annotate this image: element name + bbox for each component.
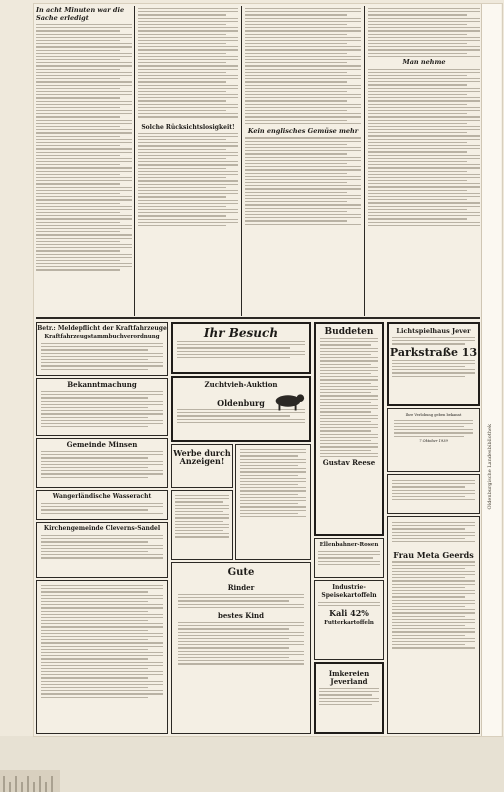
- library-stamp-margin: [481, 4, 501, 736]
- ad-lichtspielhaus: [387, 322, 480, 406]
- ad-imkereien: [314, 662, 384, 734]
- column-right: [368, 6, 480, 318]
- article-title-left: In acht Minuten war die Sache erledigt: [36, 6, 125, 22]
- column-rule: [364, 6, 365, 316]
- kind-title: bestes Kind: [217, 610, 265, 620]
- verlobung-date: 7 Oktober 1939: [419, 438, 448, 443]
- column-rule: [134, 6, 135, 316]
- library-stamp-text: Oldenburgische Landesbibliothek: [487, 424, 493, 510]
- werbe-title: Werbe durch Anzeigen!: [173, 448, 231, 466]
- rinder-title: Rinder: [227, 583, 255, 592]
- newspaper-page: [34, 4, 502, 736]
- ad-buddeten: [314, 322, 384, 536]
- column-mid-left: [138, 6, 238, 318]
- notice-kraftfahrzeuge: [36, 322, 168, 376]
- scan-background-strip: [0, 736, 504, 792]
- gute-title: Gute: [227, 567, 255, 578]
- oldenburg-title: Oldenburg: [217, 398, 265, 408]
- cattle-illustration: [269, 390, 307, 412]
- lichtspielhaus-title: Lichtspielhaus Jever: [396, 327, 471, 335]
- verlobung-header: Ihre Verlobung geben bekannt: [405, 413, 462, 417]
- notice-wasseracht: [36, 490, 168, 520]
- frau-title: Frau Meta Geerds: [393, 550, 474, 561]
- gustav-reese: Gustav Reese: [322, 458, 376, 468]
- kirchengemeinde-title: Kirchengemeinde Cleverns-Sandel: [43, 525, 161, 532]
- ad-meta-geerds: [387, 516, 480, 734]
- scale-ruler-icon: [0, 762, 60, 792]
- article-body-left: [36, 24, 132, 271]
- kali-label: Kali 42%: [329, 608, 369, 619]
- ad-werbe: [171, 444, 233, 488]
- ad-industrie: [314, 580, 384, 660]
- imker-title: Imkereien Jeverland: [328, 669, 370, 686]
- ad-small-notice: [387, 474, 480, 514]
- wasseracht-title: Wangerländische Wasseracht: [52, 493, 152, 500]
- section-divider: [36, 317, 480, 319]
- ad-gute-rinder: [171, 562, 311, 734]
- bekanntmachung-title: Bekanntmachung: [67, 380, 137, 389]
- ad-ellenbahner: [314, 538, 384, 578]
- ad-column-left-small: [171, 490, 233, 560]
- futterkartoffeln-title: Futterkartoffeln: [324, 620, 374, 627]
- article-title-center: Kein englisches Gemüse mehr: [247, 126, 359, 135]
- notice-subtitle: Kraftfahrzeugstammbuchverordnung: [44, 334, 160, 340]
- column-center: [245, 6, 361, 318]
- industrie-title: Industrie-Speisekartoffeln: [321, 584, 377, 599]
- notice-title: Betr.: Meldepflicht der Kraftfahrzeuge: [37, 325, 167, 332]
- ellenbahner-title: Ellenbahner-Rosen: [319, 542, 379, 548]
- buddeten-title: Buddeten: [324, 327, 374, 337]
- gemeinde-title: Gemeinde Minsen: [66, 440, 138, 449]
- small-ads-grid: [36, 580, 168, 734]
- ihr-besuch-title: Ihr Besuch: [203, 326, 279, 340]
- ad-verlobung: [387, 408, 480, 472]
- column-rule: [241, 6, 242, 316]
- ad-mid-right: [235, 444, 311, 560]
- zuchtvieh-title: Zuchtvieh-Auktion: [204, 380, 278, 389]
- notice-bekanntmachung: [36, 378, 168, 436]
- column-left: [36, 6, 132, 318]
- article-title-right: Man nehme: [402, 58, 446, 66]
- ad-zuchtvieh-auktion: [171, 376, 311, 442]
- parkstrasse-title: Parkstraße 13: [389, 345, 478, 359]
- notice-kirchengemeinde: [36, 522, 168, 578]
- notice-gemeinde-minsen: [36, 438, 168, 488]
- ad-ihr-besuch: [171, 322, 311, 374]
- article-title-middle: Solche Rücksichtslosigkeit!: [141, 123, 235, 131]
